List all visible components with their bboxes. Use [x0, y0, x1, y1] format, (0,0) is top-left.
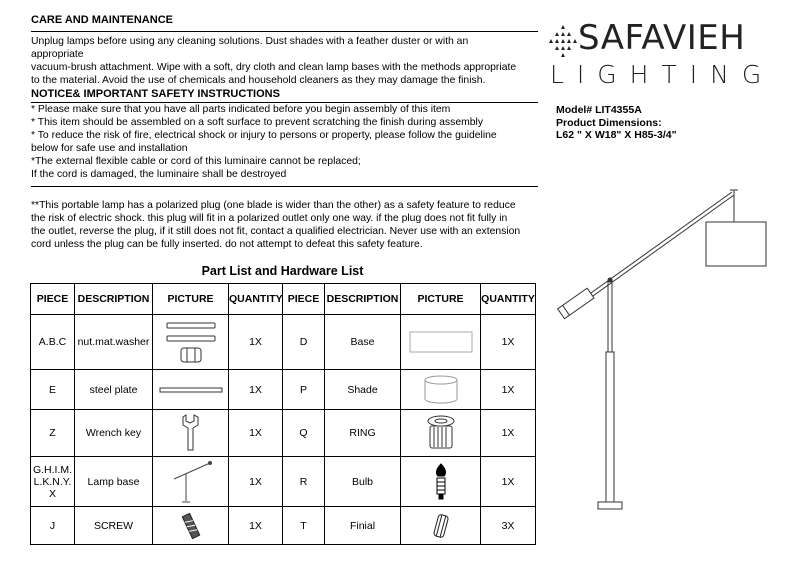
header-picture: PICTURE: [401, 284, 481, 315]
plug-line: **This portable lamp has a polarized plug (one blade is wider than the other) as a safety feature to reduce: [31, 200, 516, 211]
picture-cell: [153, 507, 229, 545]
piece-cell: Q: [283, 410, 325, 457]
care-line: Unplug lamps before using any cleaning solutions. Dust shades with a feather duster or with an: [31, 36, 469, 47]
care-text: [31, 35, 541, 87]
picture-cell: [153, 315, 229, 370]
picture-cell: [401, 507, 481, 545]
wrench-key-icon: [181, 413, 201, 453]
picture-cell: [401, 457, 481, 507]
quantity-cell: 1X: [481, 315, 536, 370]
plug-line: cord unless the plug can be fully inserted. do not attempt to defeat this safety feature.: [31, 239, 423, 250]
product-dimensions: L62 " X W18" X H85-3/4": [556, 129, 677, 141]
notice-text: [31, 103, 541, 181]
quantity-cell: 1X: [481, 457, 536, 507]
plug-line: the outlet, reverse the plug, if it still does not fit, contact a qualified electrician. Never use with an extension: [31, 226, 521, 237]
header-quantity: QUANTITY: [229, 284, 283, 315]
table-row: [31, 457, 536, 507]
description-cell: Shade: [325, 370, 401, 410]
quantity-cell: 1X: [229, 507, 283, 545]
piece-cell: J: [31, 507, 75, 545]
care-title: CARE AND MAINTENANCE: [31, 14, 173, 26]
quantity-cell: 1X: [481, 370, 536, 410]
header-quantity: QUANTITY: [481, 284, 536, 315]
header-description: DESCRIPTION: [75, 284, 153, 315]
bulb-icon: [430, 462, 452, 502]
piece-cell: T: [283, 507, 325, 545]
shade-icon: [421, 373, 461, 407]
picture-cell: [401, 410, 481, 457]
notice-title: NOTICE& IMPORTANT SAFETY INSTRUCTIONS: [31, 88, 280, 100]
piece-cell: D: [283, 315, 325, 370]
table-title: Part List and Hardware List: [201, 264, 364, 278]
notice-line: * To reduce the risk of fire, electrical shock or injury to persons or property, please follow the guideline: [31, 130, 497, 141]
quantity-cell: 1X: [229, 370, 283, 410]
description-cell: nut.mat.washer: [75, 315, 153, 370]
steel-plate-icon: [158, 383, 224, 397]
header-piece: PIECE: [31, 284, 75, 315]
picture-cell: [401, 370, 481, 410]
base-icon: [408, 327, 474, 357]
plug-text: [31, 199, 541, 251]
description-cell: Wrench key: [75, 410, 153, 457]
notice-line: * This item should be assembled on a soft surface to prevent scratching the finish during assembly: [31, 117, 484, 128]
table-row: [31, 507, 536, 545]
piece-cell: Z: [31, 410, 75, 457]
table-row: [31, 315, 536, 370]
product-info: [556, 104, 677, 142]
product-dimensions-label: Product Dimensions:: [556, 116, 662, 129]
lamp-base-icon: [166, 459, 216, 505]
screw-icon: [181, 512, 201, 540]
table-row: [31, 410, 536, 457]
header-picture: PICTURE: [153, 284, 229, 315]
divider: [31, 186, 538, 187]
header-piece: PIECE: [283, 284, 325, 315]
description-cell: SCREW: [75, 507, 153, 545]
description-cell: Base: [325, 315, 401, 370]
description-cell: Lamp base: [75, 457, 153, 507]
picture-cell: [401, 315, 481, 370]
floor-lamp-icon: [550, 180, 790, 525]
care-line: vacuum-brush attachment. Wipe with a soft, dry cloth and clean lamp bases with the methods appropriate: [31, 62, 517, 73]
description-cell: steel plate: [75, 370, 153, 410]
care-line: to the material. Avoid the use of chemicals and household cleaners as they may damage the finish.: [31, 75, 486, 86]
parts-table: [30, 283, 536, 545]
quantity-cell: 1X: [481, 410, 536, 457]
product-model: Model# LIT4355A: [556, 104, 642, 116]
nut-mat-washer-icon: [161, 318, 221, 366]
piece-cell: E: [31, 370, 75, 410]
finial-icon: [431, 512, 451, 540]
piece-cell: P: [283, 370, 325, 410]
header-description: DESCRIPTION: [325, 284, 401, 315]
description-cell: Bulb: [325, 457, 401, 507]
brand-logo-icon: [548, 23, 578, 59]
piece-cell: G.H.I.M. L.K.N.Y. X: [31, 457, 75, 507]
quantity-cell: 3X: [481, 507, 536, 545]
description-cell: RING: [325, 410, 401, 457]
brand-name: SAFAVIEH: [578, 18, 746, 58]
picture-cell: [153, 457, 229, 507]
brand-block: [548, 17, 778, 87]
table-header-row: [31, 284, 536, 315]
picture-cell: [153, 410, 229, 457]
table-row: [31, 370, 536, 410]
notice-line: * Please make sure that you have all parts indicated before you begin assembly of this item: [31, 104, 451, 115]
notice-line: *The external flexible cable or cord of this luminaire cannot be replaced;: [31, 156, 361, 167]
ring-icon: [424, 413, 458, 453]
plug-line: the risk of electric shock. this plug will fit in a polarized outlet only one way. if the plug does not fit fully in: [31, 213, 508, 224]
quantity-cell: 1X: [229, 410, 283, 457]
piece-cell: R: [283, 457, 325, 507]
divider: [31, 31, 538, 32]
description-cell: Finial: [325, 507, 401, 545]
piece-cell: A.B.C: [31, 315, 75, 370]
care-line: appropriate: [31, 49, 84, 60]
notice-line: If the cord is damaged, the luminaire shall be destroyed: [31, 169, 287, 180]
quantity-cell: 1X: [229, 315, 283, 370]
picture-cell: [153, 370, 229, 410]
quantity-cell: 1X: [229, 457, 283, 507]
notice-line: below for safe use and installation: [31, 143, 188, 154]
brand-sub: LIGHTING: [550, 60, 775, 89]
